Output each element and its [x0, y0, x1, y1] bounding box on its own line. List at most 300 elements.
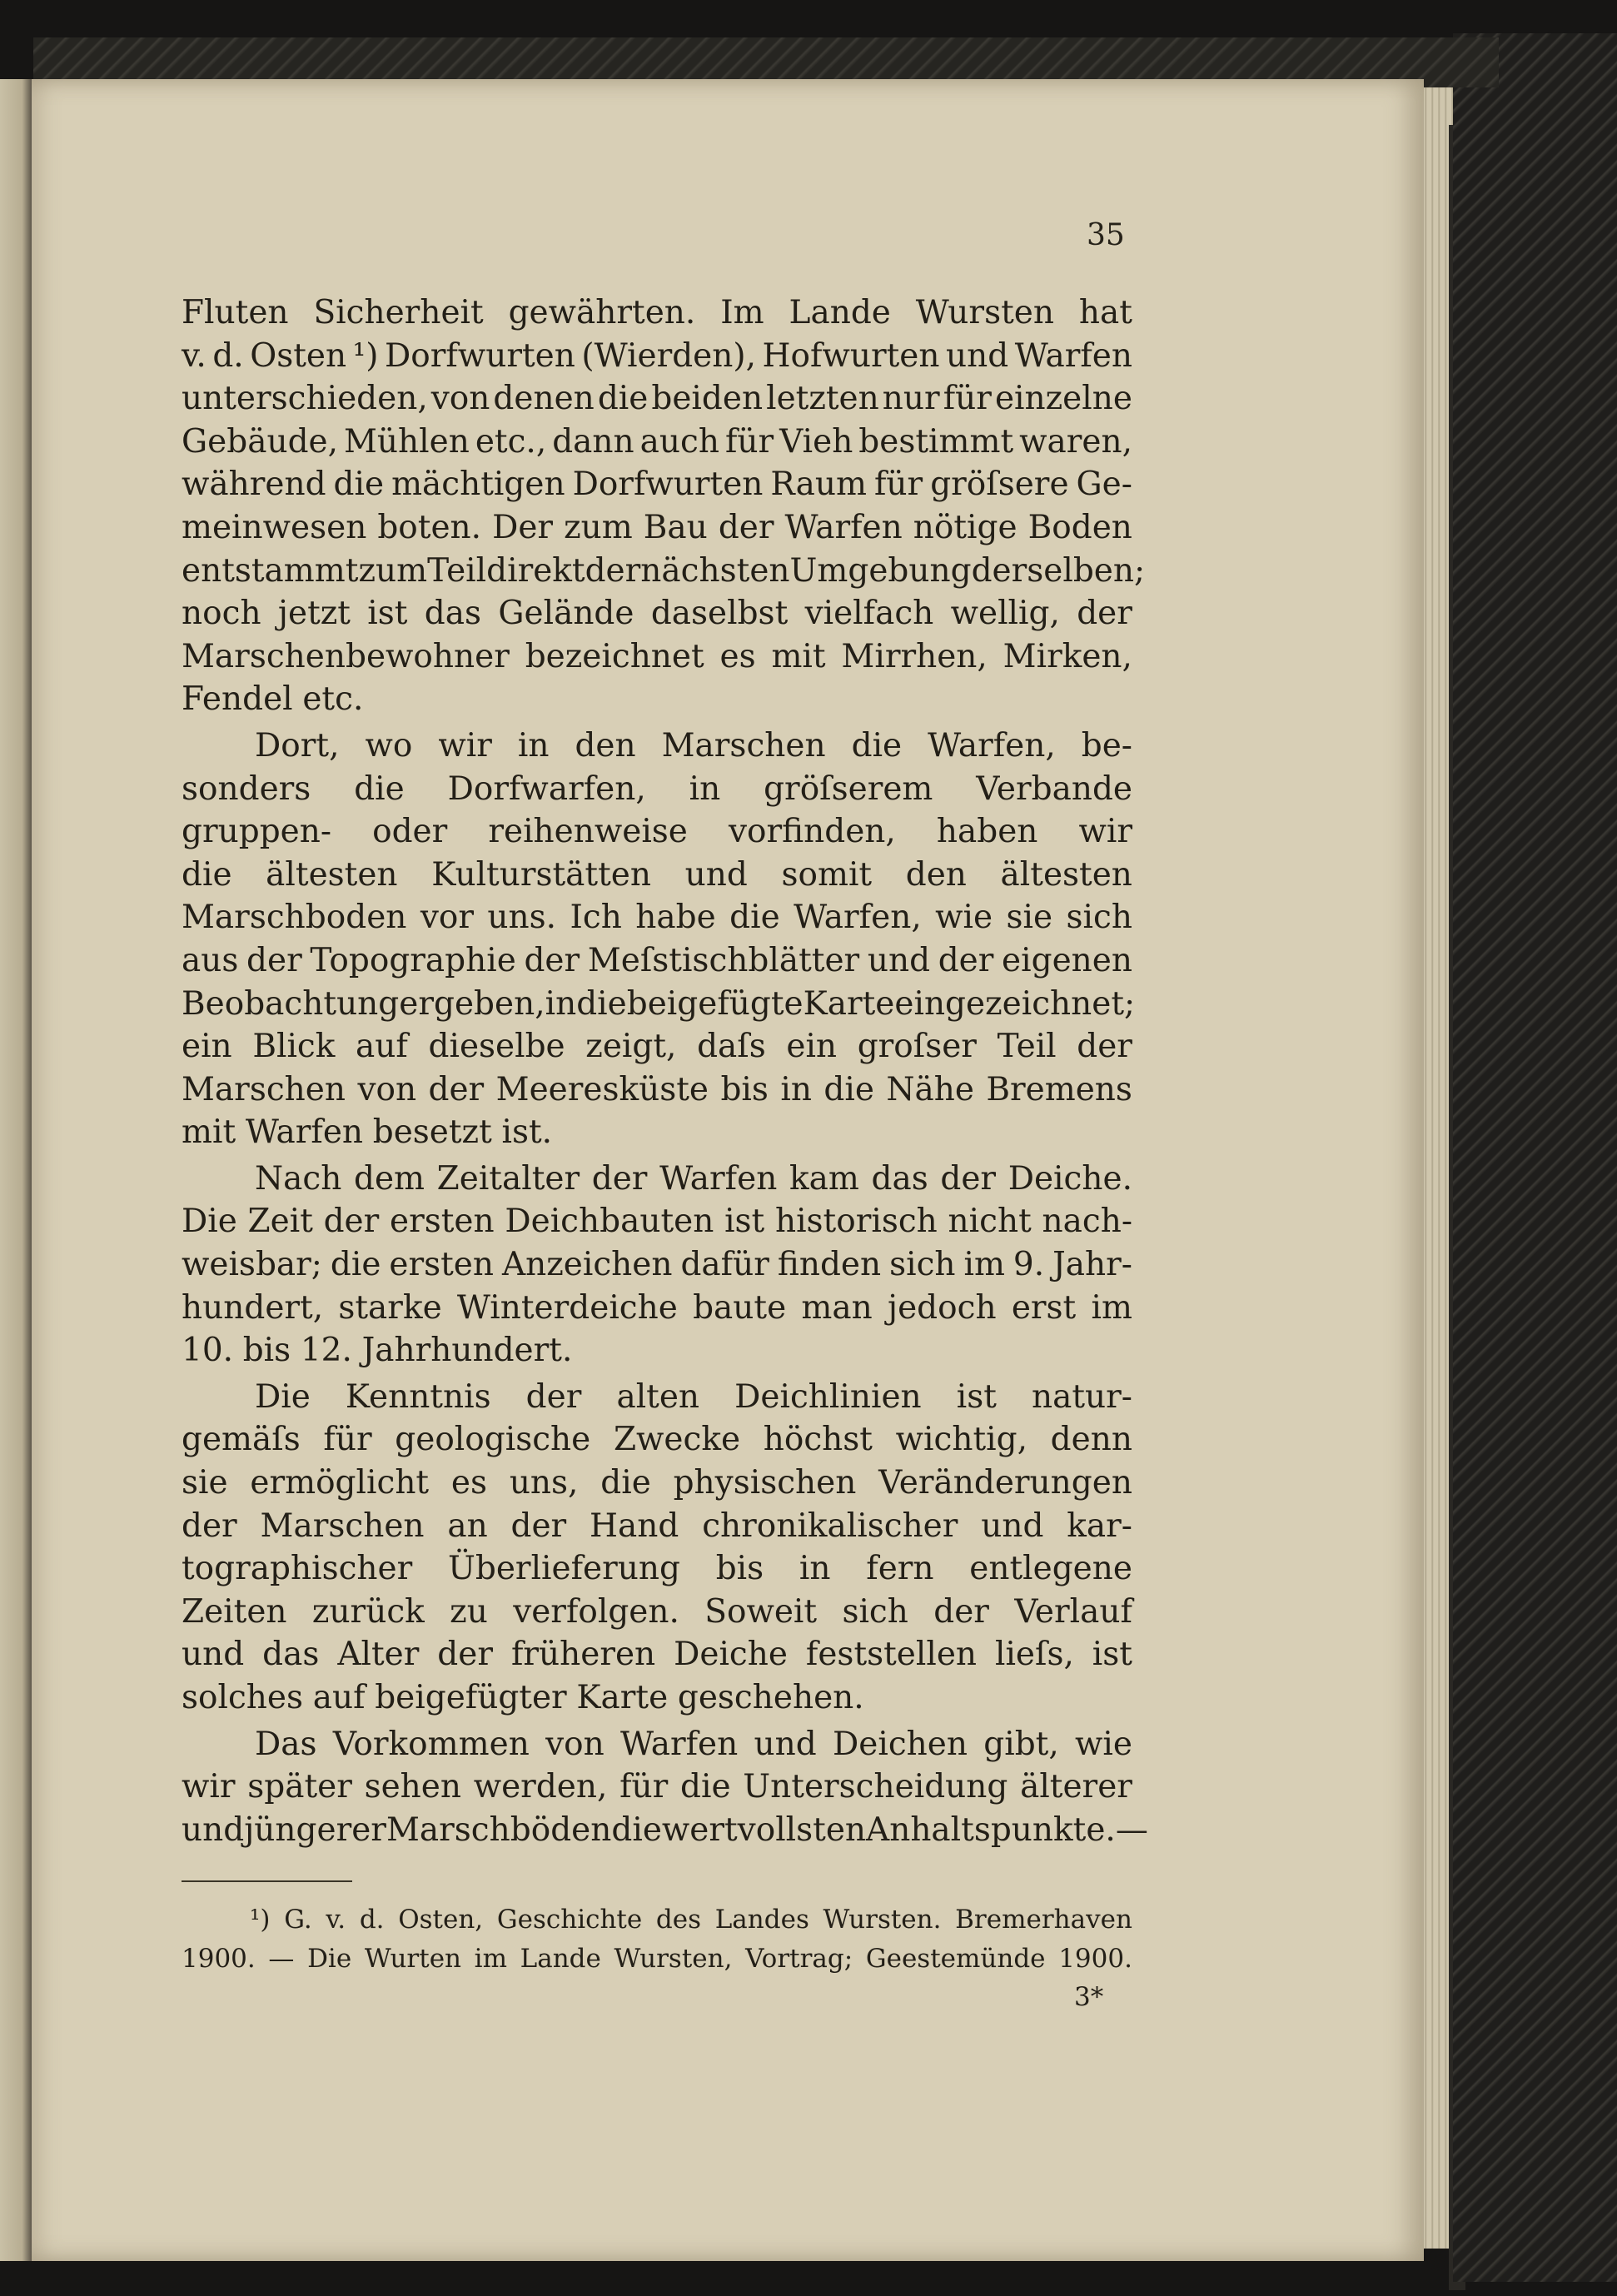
word: Deiche: [674, 1636, 788, 1674]
word: Karte: [803, 984, 895, 1023]
word: ersten: [390, 1203, 495, 1241]
word: Warfen: [245, 1113, 364, 1152]
word: —: [268, 1944, 295, 1974]
word: nächsten: [640, 551, 790, 590]
word: starke: [338, 1288, 442, 1327]
word: lieſs,: [994, 1636, 1074, 1674]
word: Umgebung: [789, 551, 972, 590]
word: ältesten: [1000, 855, 1132, 894]
word: vielfach: [804, 595, 934, 633]
word: Osten,: [398, 1905, 484, 1935]
word: das: [424, 595, 482, 633]
word: solches: [182, 1679, 304, 1716]
word: sich: [842, 1592, 908, 1631]
word: Teil: [997, 1028, 1057, 1066]
word: direkt: [486, 551, 585, 590]
word: etc.,: [475, 422, 547, 461]
footnote-line: [182, 1940, 1132, 1979]
word: uns,: [509, 1464, 579, 1502]
word: der: [933, 1592, 989, 1631]
footnotes: [182, 1900, 1132, 1979]
word: die: [597, 380, 649, 418]
word: wellig,: [950, 595, 1060, 633]
word: der: [437, 1636, 493, 1674]
word: der: [182, 1507, 237, 1545]
word: bis: [720, 1070, 769, 1108]
text-line: [182, 592, 1132, 635]
word: nur: [882, 380, 940, 418]
word: ¹): [352, 336, 379, 375]
word: Mühlen: [344, 422, 470, 461]
word: im: [963, 1246, 1005, 1284]
text-line: [182, 1111, 1132, 1154]
word: boten.: [377, 508, 482, 546]
text-line: [182, 896, 1132, 939]
word: später: [247, 1768, 352, 1806]
word: vorfinden,: [728, 813, 896, 851]
text-line: [182, 1505, 1132, 1548]
word: ersten: [389, 1246, 494, 1284]
word: finden: [777, 1246, 882, 1284]
word: unterschieden,: [182, 380, 428, 418]
word: mächtigen: [391, 466, 565, 504]
book-cover: [1453, 33, 1617, 2282]
word: zum: [564, 508, 633, 546]
word: physischen: [673, 1464, 857, 1502]
word: wie: [1075, 1725, 1132, 1763]
word: Fendel: [182, 680, 293, 719]
text-line: [182, 854, 1132, 897]
word: ältesten: [266, 855, 398, 894]
word: Dort,: [255, 726, 340, 765]
word: Geestemünde: [865, 1944, 1046, 1974]
word: v.: [182, 336, 206, 375]
word: wertvollsten: [661, 1810, 867, 1849]
word: Sicherheit: [313, 294, 484, 331]
word: Warfen,: [794, 899, 922, 937]
word: bis: [242, 1332, 291, 1370]
word: sich: [1066, 899, 1132, 937]
word: und: [981, 1507, 1044, 1545]
word: wichtig,: [895, 1421, 1027, 1459]
word: der: [591, 1159, 648, 1198]
word: 12.: [300, 1332, 352, 1370]
word: eingezeichnet;: [894, 984, 1136, 1023]
word: sehen: [364, 1768, 461, 1806]
word: tographischer: [182, 1550, 413, 1588]
word: Marschen: [260, 1507, 425, 1545]
word: Vorkommen: [332, 1725, 530, 1763]
word: wir: [438, 726, 492, 765]
word: gemäſs: [182, 1421, 301, 1459]
word: Deiche.: [1008, 1159, 1132, 1198]
word: meinwesen: [182, 508, 367, 546]
word: be-: [1081, 726, 1132, 765]
word: Unterscheidung: [743, 1768, 1008, 1806]
word: sonders: [182, 769, 311, 808]
word: Ich: [570, 899, 622, 937]
word: eigenen: [1002, 941, 1132, 979]
word: denn: [1050, 1421, 1132, 1459]
word: zu: [450, 1592, 488, 1631]
text-line: [182, 1462, 1132, 1505]
word: wir: [182, 1768, 236, 1806]
word: und: [867, 941, 931, 979]
word: der: [940, 1159, 997, 1198]
word: Meſstischblätter: [587, 941, 860, 979]
word: beigefügter: [375, 1679, 567, 1716]
word: Teil: [427, 551, 487, 590]
word: entlegene: [969, 1550, 1132, 1588]
word: es: [450, 1464, 488, 1502]
word: einzelne: [994, 380, 1132, 418]
word: Zwecke: [613, 1421, 741, 1459]
word: auch: [639, 422, 719, 461]
page-number: 35: [1087, 218, 1125, 252]
word: Lande: [789, 294, 891, 331]
word: ist.: [501, 1113, 553, 1152]
word: Marschböden: [386, 1810, 612, 1849]
word: das: [871, 1159, 928, 1198]
word: dann: [552, 422, 634, 461]
word: historisch: [774, 1203, 938, 1241]
word: und: [182, 1636, 245, 1674]
word: für: [323, 1421, 372, 1459]
word: dieselbe: [428, 1028, 565, 1066]
word: vor: [420, 899, 474, 937]
word: Dorfwarfen,: [447, 769, 646, 808]
word: noch: [182, 595, 261, 633]
word: Deichbauten: [505, 1203, 714, 1241]
word: es: [719, 637, 756, 675]
word: reihenweise: [488, 813, 688, 851]
word: d.: [212, 336, 244, 375]
word: die: [680, 1768, 731, 1806]
word: verfolgen.: [513, 1592, 679, 1631]
word: Ge-: [1076, 466, 1132, 504]
word: der: [1077, 1028, 1132, 1066]
word: Raum: [770, 466, 868, 504]
word: denen: [493, 380, 595, 418]
word: gruppen-: [182, 813, 332, 851]
text-line: [182, 1200, 1132, 1243]
word: Jahrhundert.: [361, 1332, 573, 1370]
text-line: [182, 810, 1132, 854]
text-line: [182, 377, 1132, 421]
word: in: [545, 984, 577, 1023]
word: Geschichte: [496, 1905, 643, 1935]
word: und: [754, 1725, 817, 1763]
word: werden,: [473, 1768, 608, 1806]
word: Bau: [643, 508, 708, 546]
word: der: [718, 508, 774, 546]
word: Landes: [714, 1905, 809, 1935]
word: mit: [182, 1113, 236, 1152]
word: Wurten: [364, 1944, 462, 1974]
word: Das: [255, 1725, 317, 1763]
word: Bremerhaven: [955, 1905, 1132, 1935]
word: d.: [359, 1905, 385, 1935]
word: und: [684, 855, 748, 894]
word: geologische: [395, 1421, 591, 1459]
word: Fluten: [182, 294, 289, 331]
footnote-rule: [182, 1880, 352, 1882]
word: den: [905, 855, 967, 894]
word: daſs: [697, 1028, 766, 1066]
word: dafür: [680, 1246, 769, 1284]
facing-page-edge: [0, 79, 32, 2261]
word: zum: [358, 551, 428, 590]
paragraph: [182, 291, 1146, 721]
word: Zeit: [247, 1203, 313, 1241]
word: kam: [789, 1159, 859, 1198]
word: daselbst: [650, 595, 789, 633]
word: während: [182, 466, 326, 504]
word: dem: [353, 1159, 425, 1198]
word: uns.: [487, 899, 557, 937]
word: Zeiten: [182, 1592, 287, 1631]
word: der: [938, 941, 994, 979]
word: beigefügte: [626, 984, 804, 1023]
word: jüngerer: [244, 1810, 386, 1849]
paragraph: [182, 1376, 1132, 1720]
word: älterer: [1020, 1768, 1132, 1806]
text-line: [182, 1809, 1148, 1852]
word: bestimmt: [858, 422, 1014, 461]
word: die: [611, 1810, 662, 1849]
word: höchst: [763, 1421, 873, 1459]
text-line: [182, 335, 1132, 378]
word: Gebäude,: [182, 422, 339, 461]
word: die: [354, 769, 405, 808]
word: jedoch: [888, 1288, 997, 1327]
word: nach-: [1042, 1203, 1132, 1241]
word: Boden: [1027, 508, 1132, 546]
word: der: [585, 551, 641, 590]
text-line: [182, 463, 1132, 506]
word: Die: [255, 1377, 311, 1416]
word: mit: [771, 637, 826, 675]
word: aus: [182, 941, 239, 979]
word: Lande: [520, 1944, 601, 1974]
word: hat: [1078, 294, 1132, 331]
word: die: [600, 1464, 651, 1502]
word: bezeichnet: [525, 637, 704, 675]
word: für: [874, 466, 923, 504]
word: Bremens: [986, 1070, 1132, 1108]
text-line: [182, 1591, 1132, 1634]
word: 10.: [182, 1332, 234, 1370]
word: waren,: [1019, 422, 1132, 461]
word: die: [182, 855, 232, 894]
word: derselben;: [971, 551, 1146, 590]
paragraph: [182, 725, 1136, 1154]
word: Hofwurten: [762, 336, 940, 375]
word: in: [689, 769, 721, 808]
word: bis: [715, 1550, 764, 1588]
word: feststellen: [805, 1636, 978, 1674]
word: ergeben,: [399, 984, 545, 1023]
word: des: [655, 1905, 702, 1935]
text-line: [182, 1025, 1132, 1068]
word: Mirken,: [1003, 637, 1132, 675]
word: Mirrhen,: [841, 637, 988, 675]
word: Veränderungen: [878, 1464, 1132, 1502]
word: den: [575, 726, 636, 765]
word: Hand: [590, 1507, 679, 1545]
word: Vortrag;: [745, 1944, 853, 1974]
word: auf: [356, 1028, 408, 1066]
word: sie: [1006, 899, 1053, 937]
word: jetzt: [277, 595, 351, 633]
word: für: [943, 380, 992, 418]
word: 9.: [1012, 1246, 1045, 1284]
word: 1900.: [182, 1944, 256, 1974]
word: und: [182, 1810, 245, 1849]
word: gröſserem: [764, 769, 933, 808]
word: für: [619, 1768, 669, 1806]
word: in: [517, 726, 550, 765]
word: sie: [182, 1464, 228, 1502]
word: das: [262, 1636, 320, 1674]
word: Marschen: [661, 726, 826, 765]
text-line: [182, 1547, 1132, 1591]
word: Warfen: [659, 1159, 778, 1198]
word: der: [323, 1203, 380, 1241]
word: zeigt,: [585, 1028, 677, 1066]
word: Im: [720, 294, 764, 331]
word: besetzt: [372, 1113, 492, 1152]
word: Warfen,: [928, 726, 1056, 765]
word: die: [330, 1246, 381, 1284]
word: haben: [936, 813, 1038, 851]
word: Marschboden: [182, 899, 407, 937]
word: Winterdeiche: [456, 1288, 678, 1327]
word: an: [447, 1507, 488, 1545]
word: entstammt: [182, 551, 359, 590]
word: v.: [326, 1905, 346, 1935]
word: Alter: [337, 1636, 420, 1674]
word: die: [333, 466, 385, 504]
word: die: [851, 726, 903, 765]
word: Soweit: [704, 1592, 818, 1631]
body-text: [182, 291, 1148, 1851]
word: Topographie: [310, 941, 516, 979]
word: somit: [781, 855, 873, 894]
word: der: [246, 941, 302, 979]
word: chronikalischer: [702, 1507, 958, 1545]
word: Zeitalter: [436, 1159, 580, 1198]
text-line: [182, 1766, 1132, 1809]
word: G.: [284, 1905, 312, 1935]
word: von: [430, 380, 490, 418]
text-line: [182, 1633, 1132, 1676]
footnote-line: [182, 1900, 1132, 1940]
word: Nähe: [886, 1070, 974, 1108]
word: Vieh: [779, 422, 853, 461]
text-line: [182, 1329, 1132, 1372]
word: groſser: [857, 1028, 977, 1066]
word: Marschenbewohner: [182, 637, 510, 675]
word: fern: [866, 1550, 934, 1588]
word: Dorfwurten: [572, 466, 764, 504]
word: Beobachtung: [182, 984, 400, 1023]
word: ist: [367, 595, 408, 633]
word: zurück: [311, 1592, 425, 1631]
word: habe: [635, 899, 716, 937]
word: Blick: [252, 1028, 336, 1066]
text-line: [182, 983, 1136, 1026]
word: Gelände: [498, 595, 634, 633]
word: Deichlinien: [734, 1377, 922, 1416]
text-line: [182, 291, 1132, 335]
word: Anzeichen: [501, 1246, 673, 1284]
text-line: [182, 1287, 1132, 1330]
word: gewährten.: [508, 294, 696, 331]
text-line: [182, 1158, 1132, 1201]
word: Warfen: [620, 1725, 739, 1763]
word: Jahr-: [1052, 1246, 1132, 1284]
word: wir: [1078, 813, 1132, 851]
word: Anhaltspunkte.: [866, 1810, 1116, 1849]
word: oder: [372, 813, 448, 851]
word: nötige: [913, 508, 1017, 546]
word: in: [799, 1550, 831, 1588]
word: der: [525, 1377, 582, 1416]
word: Warfen: [1014, 336, 1132, 375]
word: Der: [492, 508, 554, 546]
word: (Wierden),: [581, 336, 756, 375]
word: im: [1091, 1288, 1132, 1327]
word: 1900.: [1058, 1944, 1132, 1974]
word: für: [724, 422, 774, 461]
word: Deichen: [833, 1725, 968, 1763]
paragraph: [182, 1723, 1148, 1852]
word: die: [823, 1070, 874, 1108]
text-line: [182, 635, 1132, 679]
word: letzten: [766, 380, 879, 418]
word: Kulturstätten: [431, 855, 651, 894]
word: ist: [1092, 1636, 1132, 1674]
word: geschehen.: [677, 1679, 864, 1716]
word: baute: [693, 1288, 787, 1327]
word: kar-: [1067, 1507, 1132, 1545]
word: die: [576, 984, 627, 1023]
word: von: [357, 1070, 417, 1108]
text-line: [182, 506, 1132, 550]
word: beiden: [651, 380, 764, 418]
word: ist: [956, 1377, 997, 1416]
text-line: [182, 550, 1146, 593]
word: Die: [182, 1203, 237, 1241]
word: Meeresküste: [495, 1070, 709, 1108]
word: ¹): [250, 1905, 271, 1935]
word: —: [1115, 1810, 1148, 1849]
word: etc.: [302, 680, 364, 719]
word: der: [1077, 595, 1132, 633]
word: Nach: [255, 1159, 342, 1198]
word: Wursten.: [823, 1905, 942, 1935]
text-line: [182, 768, 1132, 811]
word: Marschen: [182, 1070, 346, 1108]
text-line: [182, 939, 1132, 983]
word: gröſsere: [930, 466, 1069, 504]
word: Die: [307, 1944, 352, 1974]
word: weisbar;: [182, 1246, 322, 1284]
word: Karte: [576, 1679, 669, 1716]
signature-mark: 3*: [1074, 1982, 1104, 2012]
word: hundert,: [182, 1288, 324, 1327]
